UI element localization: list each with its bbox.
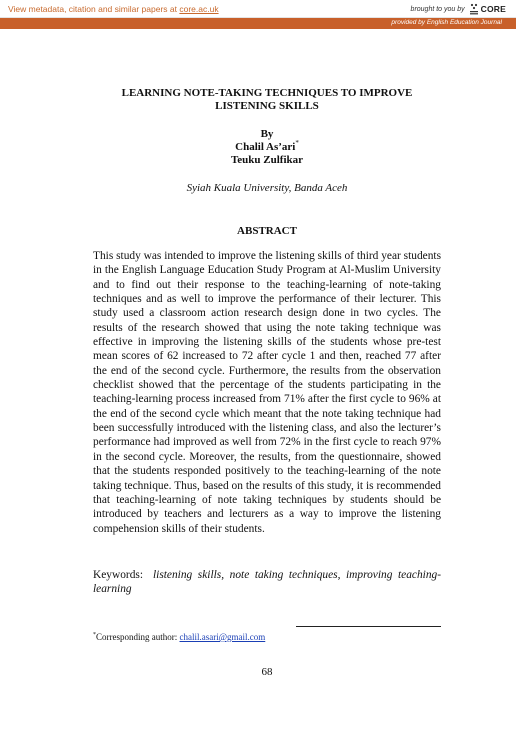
by-label: By — [260, 128, 274, 140]
keywords-text: listening skills, note taking techniques, improving teaching-learning — [93, 569, 441, 596]
keywords — [93, 568, 441, 597]
brought-to-you-text: brought to you by — [410, 5, 465, 13]
core-brand[interactable] — [411, 2, 506, 16]
author-1 — [93, 141, 441, 154]
core-banner-top — [0, 0, 516, 18]
keywords-label: Keywords: — [93, 569, 143, 581]
view-metadata-text: View metadata, citation and similar papers at — [8, 4, 180, 14]
author-1-name: Chalil As’ari — [235, 141, 296, 153]
abstract-heading: ABSTRACT — [237, 225, 297, 237]
affiliation: Syiah Kuala University, Banda Aceh — [186, 182, 348, 194]
paper-title — [93, 87, 441, 113]
core-provided-bar — [0, 18, 516, 29]
title-line-2: LISTENING SKILLS — [215, 100, 319, 112]
footnote-divider — [296, 626, 441, 627]
page-number: 68 — [261, 666, 273, 678]
core-logo-text: CORE — [480, 4, 506, 14]
view-metadata-link[interactable] — [8, 4, 219, 14]
core-banner — [0, 0, 516, 29]
abstract-text: This study was intended to improve the listening skills of third year students in the English Language Education Study Program at Al-Muslim University and to find out their response to the teaching-learning of note-taking techniques and as well to improve the performance of their lecturer. This study used a classroom action research design done in two cycles. The results of the research showed that using the note taking technique was effective in improving the listening skills of the students whose pre-test mean scores of 62 increased to 72 after cycle 1 and then, reached 77 after the end of the second cycle. Furthermore, the results from the observation checklist showed that the percentage of the students participating in the teaching-learning process increased from 71% after the first cycle to 96% at the end of the second cycle which meant that the note taking technique had been successfully introduced with the listening class, and also the lecturer’s performance had improved as well from 72% in the first cycle to reach 97% in the second cycle. Moreover, the results, from the questionnaire, showed that the students responded positively to the teaching-learning of the note taking technique. Thus, based on the results of this study, it is recommended that teaching-learning of note taking techniques by students should be introduced by teachers and lecturers as a way to improve the listening compehension skills of their students. — [93, 250, 442, 535]
provided-by-text: provided by English Education Journal — [391, 19, 502, 26]
footnote — [93, 632, 265, 642]
author-2: Teuku Zulfikar — [230, 154, 304, 166]
footnote-label: Corresponding author: — [96, 632, 180, 642]
author-1-footnote-mark: * — [295, 139, 299, 147]
core-ac-uk-link[interactable]: core.ac.uk — [179, 4, 219, 14]
corresponding-email-link[interactable]: chalil.asari@gmail.com — [179, 632, 266, 642]
footnote-mark: * — [93, 632, 96, 638]
title-line-1: LEARNING NOTE-TAKING TECHNIQUES TO IMPROVE — [121, 87, 413, 99]
core-logo-icon — [469, 3, 479, 15]
